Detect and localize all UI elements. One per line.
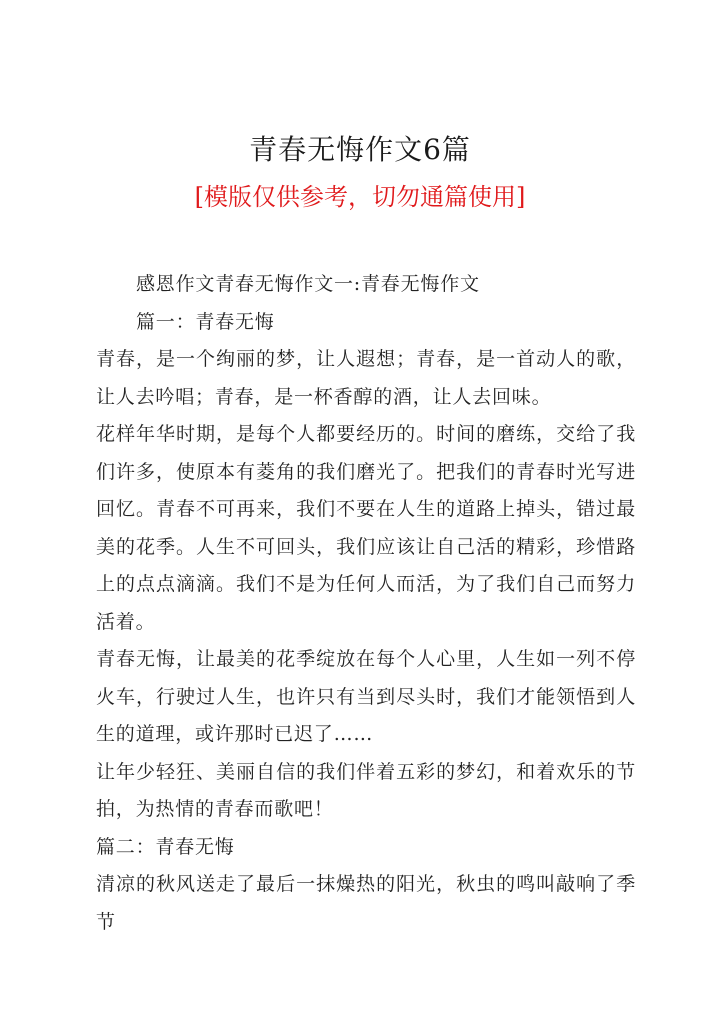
document-body (96, 266, 636, 941)
section-heading-2: 篇二：青春无悔 (96, 835, 235, 858)
document-title: 青春无悔作文6篇 (249, 133, 471, 166)
paragraph-1: 青春，是一个绚丽的梦，让人遐想；青春，是一首动人的歌，让人去吟唱；青春，是一杯香醇的酒，让人去回味。 (96, 348, 636, 408)
intro-line: 感恩作文青春无悔作文一:青春无悔作文 (136, 273, 480, 295)
paragraph-4: 让年少轻狂、美丽自信的我们伴着五彩的梦幻，和着欢乐的节拍，为热情的青春而歌吧！ (96, 760, 636, 820)
section-heading-1: 篇一：青春无悔 (136, 310, 275, 333)
paragraph-3: 青春无悔，让最美的花季绽放在每个人心里，人生如一列不停火车，行驶过人生，也许只有当到尽头时，我们才能领悟到人生的道理，或许那时已迟了…… (96, 648, 636, 745)
document-subtitle: [模版仅供参考，切勿通篇使用] (194, 183, 526, 211)
paragraph-5: 清凉的秋风送走了最后一抹燥热的阳光，秋虫的鸣叫敲响了季节 (96, 873, 636, 933)
paragraph-2: 花样年华时期，是每个人都要经历的。时间的磨练，交给了我们许多，使原本有菱角的我们磨光了。把我们的青春时光写进回忆。青春不可再来，我们不要在人生的道路上掉头，错过最美的花季。人生不可回头，我们应该让自己活的精彩，珍惜路上的点点滴滴。我们不是为任何人而活，为了我们自己而努力活着。 (96, 423, 636, 633)
